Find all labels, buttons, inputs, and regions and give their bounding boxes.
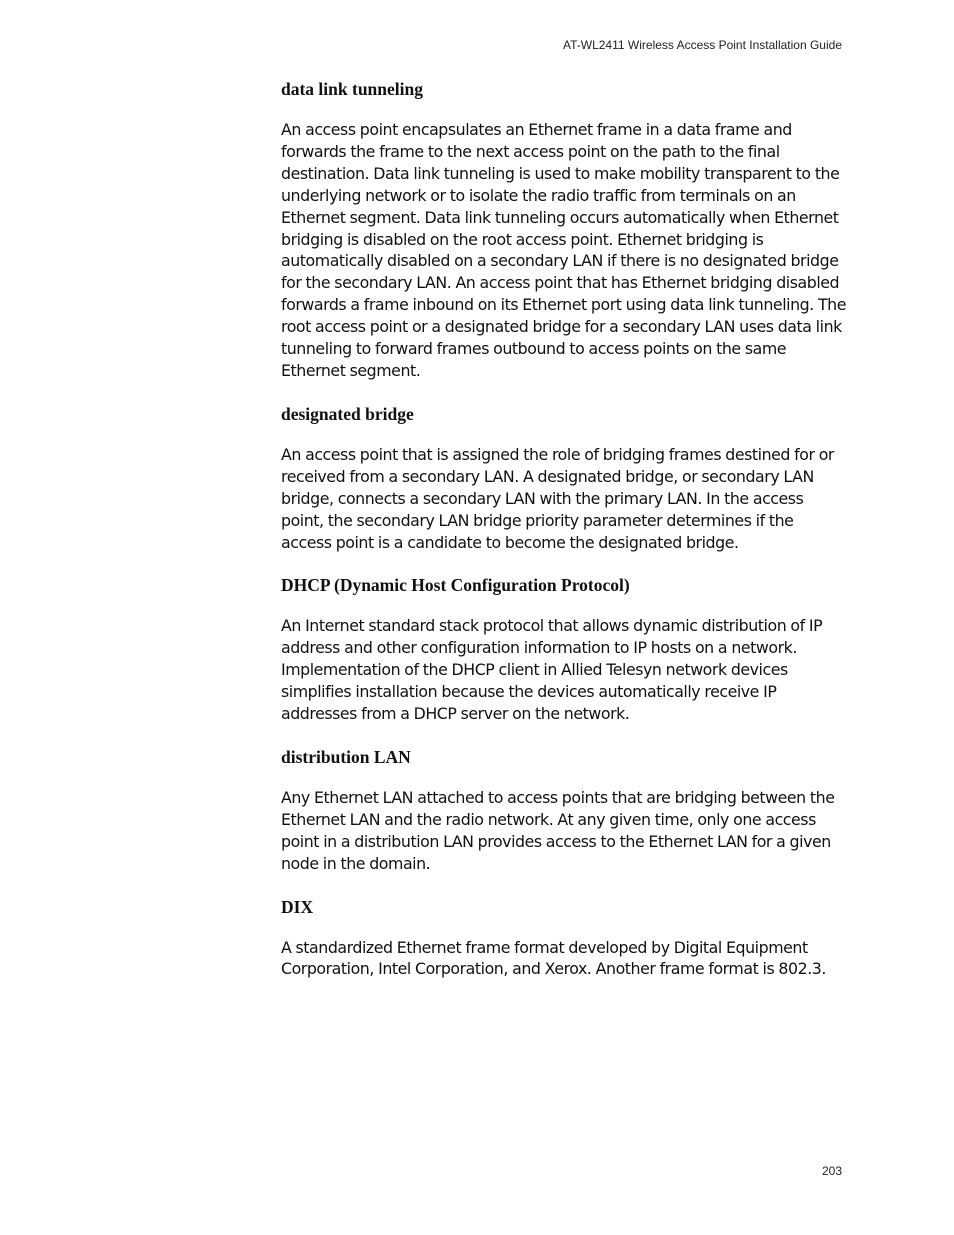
glossary-definition: An access point encapsulates an Ethernet frame in a data frame and forwards the frame to the next access point on the path to the final destination. Data link tunneling is used to make mobility transparent to the underlying network or to isolate the radio traffic from terminals on an Ethernet segment. Data link tunneling occurs automatically when Ethernet bridging is disabled on the root access point. Ethernet bridging is automatically disabled on a secondary LAN if there is no designated bridge for the secondary LAN. An access point that has Ethernet bridging disabled forwards a frame inbound on its Ethernet port using data link tunneling. The root access point or a designated bridge for a secondary LAN uses data link tunneling to forward frames outbound to access points on the same Ethernet segment.: [281, 120, 846, 380]
running-header: AT-WL2411 Wireless Access Point Installation Guide: [562, 38, 842, 52]
glossary-entry-data-link-tunneling: [281, 78, 847, 382]
glossary-term: DIX: [281, 896, 314, 917]
glossary-definition: An Internet standard stack protocol that allows dynamic distribution of IP address and other configuration information to IP hosts on a network. Implementation of the DHCP client in Allied Telesyn network devices simplifies installation because the devices automatically receive IP addresses from a DHCP server on the network.: [281, 616, 823, 724]
glossary-definition: An access point that is assigned the role of bridging frames destined for or received from a secondary LAN. A designated bridge, or secondary LAN bridge, connects a secondary LAN with the primary LAN. In the access point, the secondary LAN bridge priority parameter determines if the access point is a candidate to become the designated bridge.: [281, 444, 834, 552]
glossary-term: DHCP (Dynamic Host Configuration Protocol): [281, 575, 630, 596]
glossary-content: [281, 78, 847, 1001]
glossary-definition: A standardized Ethernet frame format developed by Digital Equipment Corporation, Intel Corporation, and Xerox. Another frame format is 802.3.: [281, 937, 826, 979]
glossary-term: data link tunneling: [281, 79, 423, 99]
glossary-entry-distribution-lan: [281, 746, 847, 875]
glossary-entry-dhcp: [281, 574, 847, 725]
glossary-term: designated bridge: [281, 403, 414, 424]
page-number: 203: [821, 1164, 842, 1178]
glossary-definition: Any Ethernet LAN attached to access points that are bridging between the Ethernet LAN and the radio network. At any given time, only one access point in a distribution LAN provides access to the Ethernet LAN for a given node in the domain.: [281, 787, 835, 873]
glossary-entry-designated-bridge: [281, 403, 847, 554]
glossary-entry-dix: [281, 896, 847, 981]
glossary-term: distribution LAN: [281, 746, 411, 767]
